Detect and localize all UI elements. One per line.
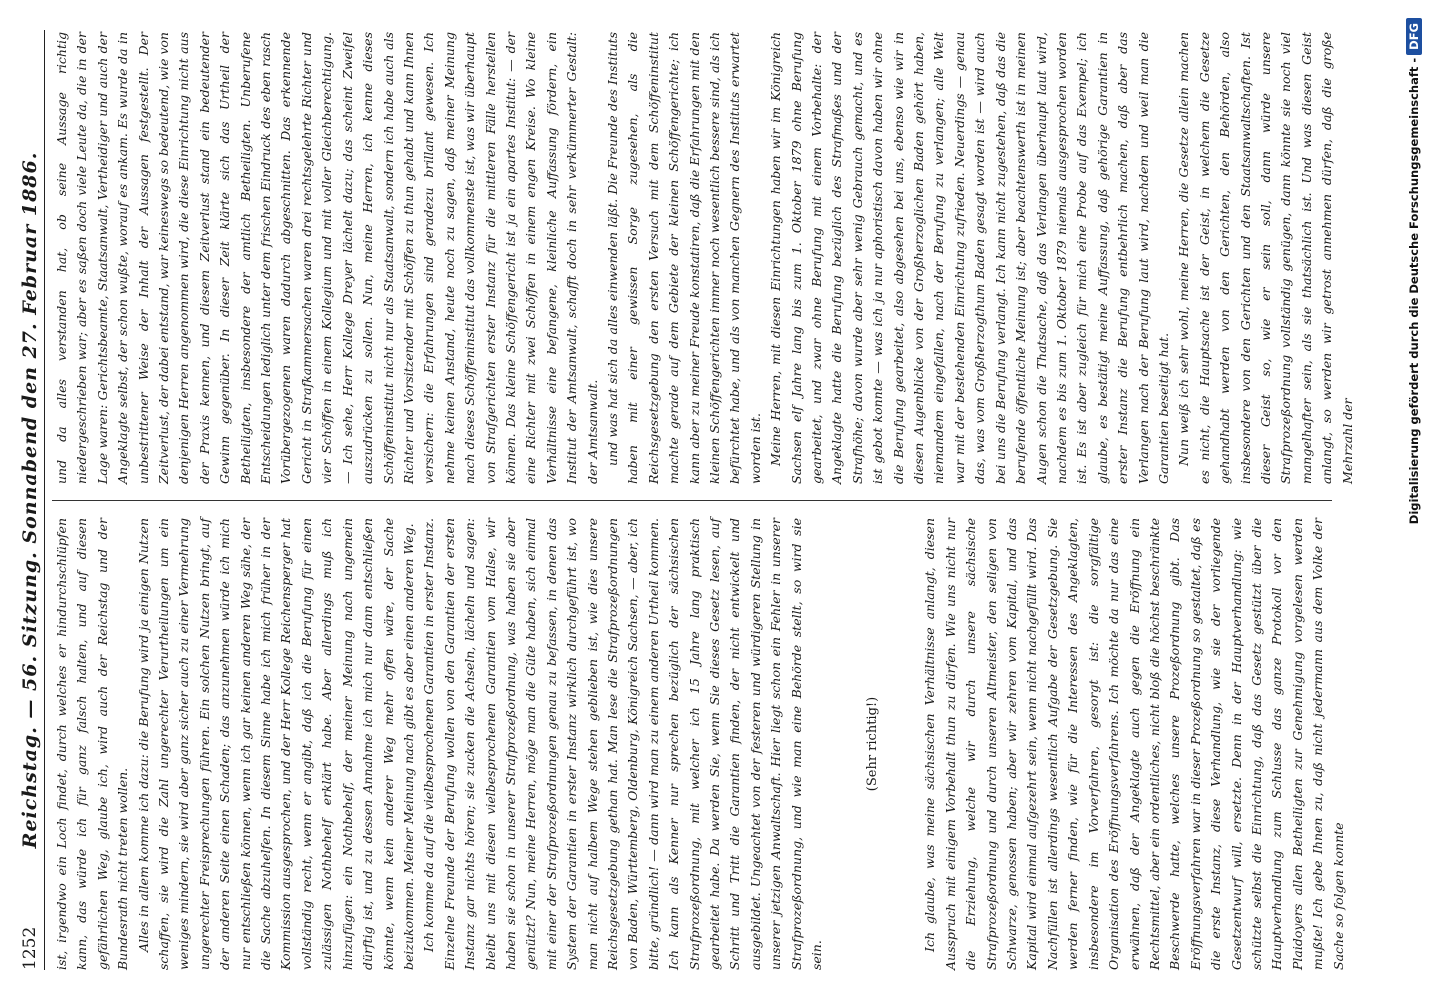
column-left (52, 518, 1346, 970)
page-body (52, 20, 1355, 970)
paragraph: Ich glaube, was meine sächsischen Verhältnisse anlangt, diesen Ausspruch mit einigem Vorbehalt thun zu dürfen. Wie uns nicht nur die Erziehung, welche wir durch unsere sächsische Strafprozeßordnung und durch unseren Altmeister, den seligen von Schwarze, genossen haben; aber wir zehren vom Kapital, und das Kapital wird einmal aufgezehrt sein, wenn nicht nachgefüllt wird. Das Nachfüllen ist allerdings wesentlich Aufgabe der Gesetzgebung. Sie werden ferner finden, wie für die Interessen des Angeklagten, insbesondere im Vorverfahren, gesorgt ist: die sorgfältige Organisation des Eröffnungsverfahrens. Ich möchte da nur das eine erwähnen, daß der Angeklagte auch gegen die Eröffnung ein Rechtsmittel, aber ein ordentliches, nicht bloß die höchst beschränkte Beschwerde hatte, welches unsere Prozeßordnung gibt. Das Eröffnungsverfahren war in dieser Prozeßordnung so gestaltet, daß es die erste Instanz, diese Verhandlung, wie sie der vorliegende Gesetzentwurf will, ersetzte. Denn in der Hauptverhandlung: wie schützte selbst die Einrichtung, daß das Gesetz gestützt über die Hauptverhandlung zum Schlusse das ganze Protokoll vor den Plaidoyers allen Betheiligten zur Genehmigung vorgelesen werden mußte! Ich gebe Ihnen zu, daß nicht jedermann aus dem Volke der Sache so folgen konnte (922, 518, 1346, 970)
paragraph: und was hat sich da alles einwenden läßt. Die Freunde des Instituts haben mit einer gewissen Sorge zugesehen, als die Reichsgesetzgebung den ersten Versuch mit dem Schöffeninstitut machte gerade auf dem Gebiete der kleinen Schöffengerichte; ich kann aber zu meiner Freude konstatiren, daß die Erfahrungen mit den kleinen Schöffengerichten immer noch wesentlich bessere sind, als ich befürchtet habe, und als von manchen Gegnern des Instituts erwartet worden ist. (604, 32, 763, 484)
page-header (18, 30, 45, 970)
paragraph: und da alles verstanden hat, ob seine Aussage richtig niedergeschrieben war; aber es saßen doch viele Leute da, die in der Lage waren: Gerichtsbeamte, Staatsanwalt, Vertheidiger und auch der Angeklagte selbst, der schon wußte, worauf es ankam. Es wurde da in unbestrittener Weise der Inhalt der Aussagen festgestellt. Der Zeitverlust, der dabei entstand, war keineswegs so bedeutend, wie von denjenigen Herren angenommen wird, die diese Einrichtung nicht aus der Praxis kennen, und diesem Zeitverlust stand ein bedeutender Gewinn gegenüber. In dieser Zeit klärte sich das Urtheil der Betheiligten, insbesondere der amtlich Betheiligten. Unberufene Entscheidungen lediglich unter dem frischen Eindruck des eben rasch Vorübergezogenen waren dadurch abgeschnitten. Das erkennende Gericht in Strafkammersachen waren drei rechtsgelehrte Richter und vier Schöffen in einem Kollegium und mit voller Gleichberechtigung. — Ich sehe, Herr Kollege Dreyer lächelt dazu; das scheint Zweifel auszudrücken zu sollen. Nun, meine Herren, ich kenne dieses Schöffeninstitut nicht nur als Staatsanwalt, sondern ich habe auch als Richter und Vorsitzender mit Schöffen zu thun gehabt und kann Ihnen versichern: die Erfahrungen sind geradezu brillant gewesen. Ich nehme keinen Anstand, heute noch zu sagen, daß meiner Meinung nach dieses Schöffeninstitut das vollkommenste ist, was wir überhaupt von Strafgerichten erster Instanz für die mittleren Fälle herstellen können. Das kleine Schöffengericht ist ja ein apartes Institut: — der eine Richter mit zwei Schöffen in einem engen Kreise. Wo kleine Verhältnisse eine befangene, kleinliche Auffassung fördern, ein Institut der Amtsanwalt, schafft doch in sehr verkümmerter Gestalt: der Amtsanwalt. (54, 32, 600, 484)
running-title: Reichstag. — 56. Sitzung. Sonnabend den 27. Februar 1886. (19, 151, 41, 849)
column-right (52, 32, 1355, 484)
paragraph: Nun weiß ich sehr wohl, meine Herren, die Gesetze allein machen es nicht, die Hauptsache ist der Geist, in welchem die Gesetze gehandhabt werden von den Gerichten, den Behörden, also insbesondere von den Gerichten und den Staatsanwaltschaften. Ist dieser Geist so, wie er sein soll, dann würde unsere Strafprozeßordnung vollständig genügen, dann könnte sie noch viel mangelhafter sein, als sie thatsächlich ist. Und was diesen Geist anlangt, so werden wir getrost annehmen dürfen, daß die große Mehrzahl der (1176, 32, 1355, 484)
digitization-credit (1406, 18, 1422, 580)
dfg-logo: DFG (1406, 18, 1422, 55)
paragraph: Alles in allem komme ich dazu: die Berufung wird ja einigen Nutzen schaffen, sie wird die Zahl ungerechter Verurtheilungen um ein weniges mindern, sie wird aber ganz sicher auch zu einer Vermehrung ungerechter Freisprechungen führen. Ein solchen Nutzen bringt, auf der anderen Seite einen Schaden; das anzunehmen würde ich mich nur entschließen können, wenn ich gar keinen anderen Weg sähe, der die Sache abzuhelfen. In diesem Sinne habe ich mich früher in der Kommission ausgesprochen, und der Herr Kollege Reichensperger hat vollständig recht, wenn er angibt, daß ich die Berufung für einen zulässigen Nothbehelf erklärt habe. Aber allerdings muß ich hinzufügen: ein Nothbehelf, der meiner Meinung nach ungemein dürftig ist, und zu dessen Annahme ich mich nur dann entschließen könnte, wenn kein anderer Weg mehr offen wäre, der Sache beizukommen. Meiner Meinung nach gibt es aber einen anderen Weg. (135, 518, 416, 970)
credit-text: Digitalisierung gefördert durch die Deutsche Forschungsgemeinschaft - (1407, 57, 1421, 525)
paragraph: Meine Herren, mit diesen Einrichtungen haben wir im Königreich Sachsen elf Jahre lang bis zum 1. Oktober 1879 ohne Berufung gearbeitet, und zwar ohne Berufung mit einem Vorbehalte: der Angeklagte hatte die Berufung bezüglich des Strafmaßes und der Strafhöhe; davon wurde aber sehr wenig Gebrauch gemacht, und es ist gebot konnte — was ich ja nur aphoristisch davon haben wir ohne die Berufung gearbeitet, also abgesehen bei uns, ebenso wie wir in diesen Augenblicke von der Großherzoglichen Baden gehört haben, niemandem eingefallen, nach der Berufung zu verlangen; alle Welt war mit der bestehenden Einrichtung zufrieden. Neuerdings — genau das, was vom Großherzogthum Baden gesagt worden ist — wird auch bei uns die Berufung verlangt. Ich kann nicht zugestehen, daß das die berufende öffentliche Meinung ist; aber beachtenswerth ist in meinen Augen schon die Thatsache, daß das Verlangen überhaupt laut wird, nachdem es bis zum 1. Oktober 1879 niemals ausgesprochen worden ist. Es ist aber zugleich für mich eine Probe auf das Exempel; ich glaube, es bestätigt meine Auffassung, daß gehörige Garantien in erster Instanz die Berufung entbehrlich machen, daß aber das Verlangen nach der Berufung laut wird, nachdem und weil man die Garantien beseitigt hat. (768, 32, 1171, 484)
page-number: 1252 (20, 926, 40, 970)
column-divider (52, 500, 1332, 501)
paragraph: Ich komme da auf die vielbesprochenen Garantien in erster Instanz. Einzelne Freunde der Berufung wollen von den Garantien der ersten Instanz gar nichts hören; sie zucken die Achseln, lächeln und sagen: bleibt uns mit diesen vielbesprochenen Garantien vom Halse, wir haben sie schon in unserer Strafprozeßordnung, was haben sie aber genützt? Nun, meine Herren, möge man die Güte haben, sich einmal mit einer der Strafprozeßordnungen genau zu befassen, in denen das System der Garantien in erster Instanz wirklich durchgeführt ist, wo man nicht auf halbem Wege stehen geblieben ist, wie dies unsere Reichsgesetzgebung gethan hat. Man lese die Strafprozeßordnungen von Baden, Württemberg, Oldenburg, Königreich Sachsen, — aber, ich bitte, gründlich! — dann wird man zu einem anderen Urtheil kommen. Ich kann als Kenner nur sprechen bezüglich der sächsischen Strafprozeßordnung, mit welcher ich 15 Jahre lang praktisch gearbeitet habe. Da werden Sie, wenn Sie dieses Gesetz lesen, auf Schritt und Tritt die Garantien finden, der nicht entwickelt und ausgebildet. Ungeachtet von der festeren und würdigeren Stellung in unserer jetzigen Anwaltschaft. Hier liegt schon ein Fehler in unserer Strafprozeßordnung, und wie man eine Behörde stellt, so wird sie sein. (421, 518, 825, 970)
paragraph: ist, irgendwo ein Loch findet, durch welches er hindurchschlüpfen kann, das würde ich für ganz falsch halten, und auf diesen gefährlichen Weg, glaube ich, wird auch der Reichstag und der Bundesrath nicht treten wollen. (54, 518, 131, 970)
applause-note: (Sehr richtig!) (865, 696, 881, 792)
